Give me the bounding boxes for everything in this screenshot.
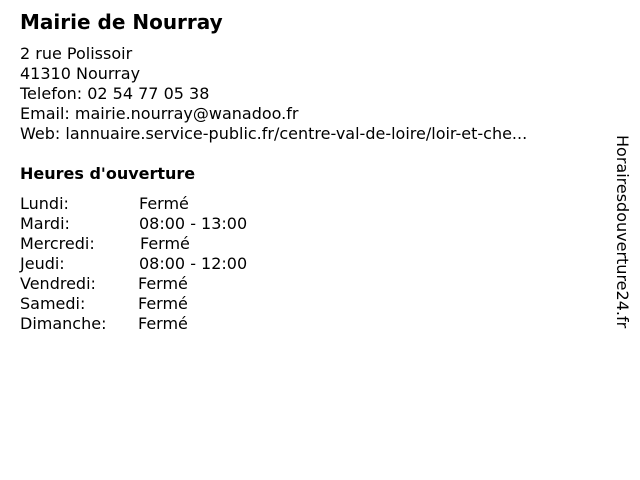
- hours-day: Mercredi:: [20, 234, 95, 253]
- hours-table: [20, 194, 320, 334]
- email-link[interactable]: mairie.nourray@wanadoo.fr: [74, 104, 299, 123]
- hours-day: Lundi:: [20, 194, 69, 213]
- web-line: [20, 124, 527, 144]
- hours-time: Fermé: [139, 194, 189, 213]
- hours-heading: Heures d'ouverture: [20, 164, 196, 183]
- watermark-text: Horairesdouverture24.fr: [613, 135, 632, 329]
- hours-time: 08:00 - 12:00: [139, 254, 248, 273]
- contact-info: [20, 44, 527, 144]
- phone-number[interactable]: 02 54 77 05 38: [87, 84, 210, 103]
- hours-time: Fermé: [138, 294, 188, 313]
- phone-label: Telefon:: [20, 84, 83, 103]
- hours-day: Dimanche:: [20, 314, 107, 333]
- web-label: Web:: [20, 124, 61, 143]
- hours-time: 08:00 - 13:00: [139, 214, 248, 233]
- site-watermark: [608, 135, 638, 375]
- hours-time: Fermé: [140, 234, 190, 253]
- phone-line: [20, 84, 527, 104]
- hours-row-thursday: [20, 254, 320, 274]
- hours-row-monday: [20, 194, 320, 214]
- hours-row-wednesday: [20, 234, 320, 254]
- hours-day: Vendredi:: [20, 274, 96, 293]
- email-label: Email:: [20, 104, 70, 123]
- hours-time: Fermé: [138, 274, 188, 293]
- hours-day: Mardi:: [20, 214, 70, 233]
- web-link[interactable]: lannuaire.service-public.fr/centre-val-de-loire/loir-et-che...: [65, 124, 528, 143]
- email-line: [20, 104, 527, 124]
- hours-row-friday: [20, 274, 320, 294]
- hours-day: Jeudi:: [20, 254, 65, 273]
- hours-row-sunday: [20, 314, 320, 334]
- hours-day: Samedi:: [20, 294, 86, 313]
- address-street: 2 rue Polissoir: [20, 44, 133, 63]
- hours-row-tuesday: [20, 214, 320, 234]
- hours-time: Fermé: [138, 314, 188, 333]
- page-title: Mairie de Nourray: [20, 10, 223, 34]
- address-city: 41310 Nourray: [20, 64, 141, 83]
- hours-row-saturday: [20, 294, 320, 314]
